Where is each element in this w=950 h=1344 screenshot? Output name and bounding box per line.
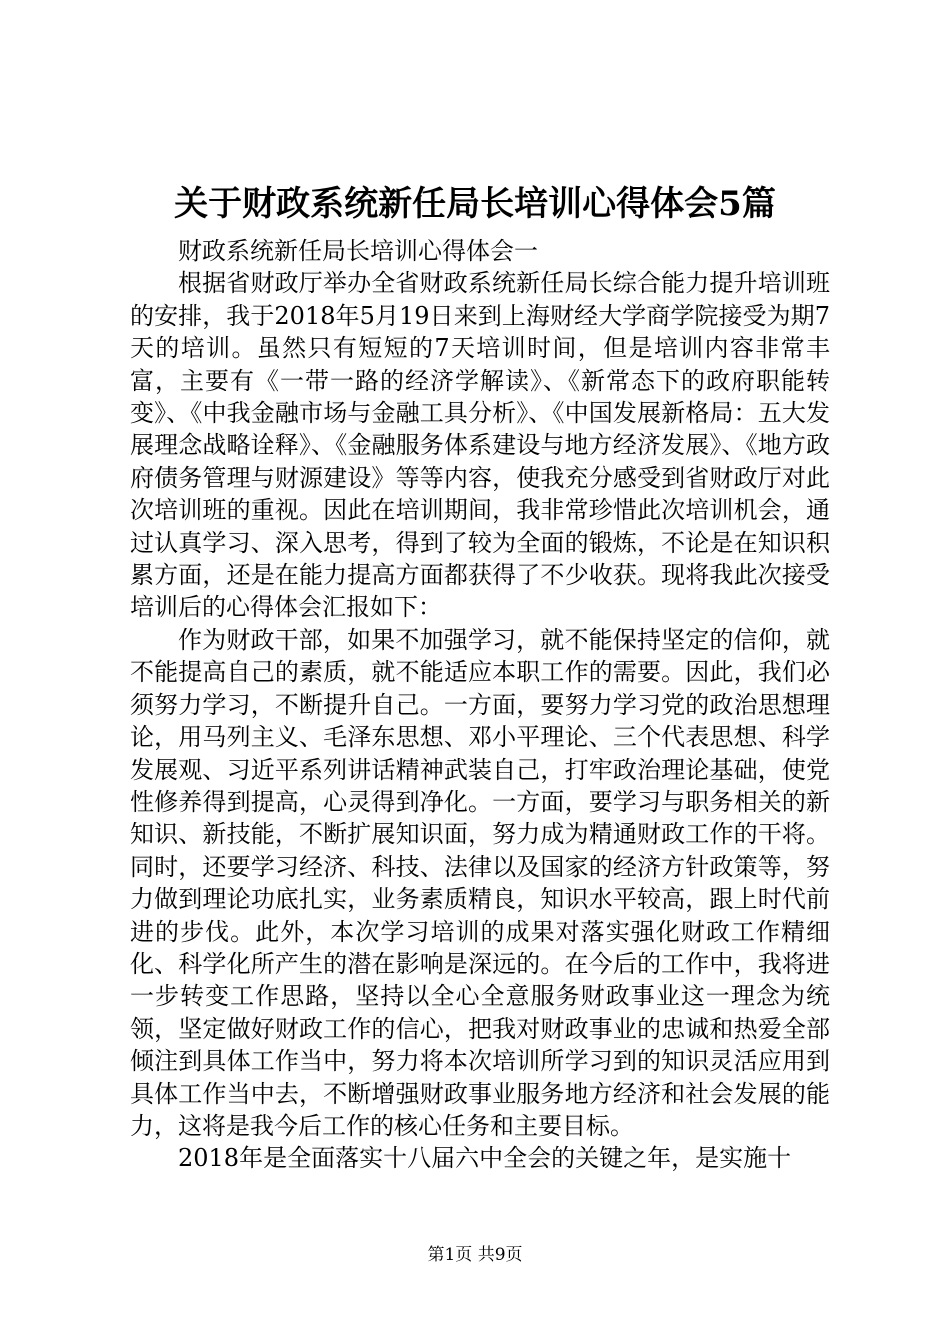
section-subheading: 财政系统新任局长培训心得体会一 <box>178 237 538 265</box>
document-title: 关于财政系统新任局长培训心得体会5篇 <box>174 184 776 224</box>
paragraph-1: 根据省财政厅举办全省财政系统新任局长综合能力提升培训班的安排，我于2018年5月19日来到上海财经大学商学院接受为期7天的培训。虽然只有短短的7天培训时间，但是培训内容非常丰富，主要有《一带一路的经济学解读》、《新常态下的政府职能转变》、《中我金融市场与金融工具分析》、《中国发展新格局：五大发展理念战略诠释》、《金融服务体系建设与地方经济发展》、《地方政府债务管理与财源建设》等等内容，使我充分感受到省财政厅对此次培训班的重视。因此在培训期间，我非常珍惜此次培训机会，通过认真学习、深入思考，得到了较为全面的锻炼，不论是在知识积累方面，还是在能力提高方面都获得了不少收获。现将我此次接受培训后的心得体会汇报如下： <box>130 269 830 622</box>
paragraph-2: 作为财政干部，如果不加强学习，就不能保持坚定的信仰，就不能提高自己的素质，就不能适应本职工作的需要。因此，我们必须努力学习，不断提升自己。一方面，要努力学习党的政治思想理论，用马列主义、毛泽东思想、邓小平理论、三个代表思想、科学发展观、习近平系列讲话精神武装自己，打牢政治理论基础，使党性修养得到提高，心灵得到净化。一方面，要学习与职务相关的新知识、新技能，不断扩展知识面，努力成为精通财政工作的干将。同时，还要学习经济、科技、法律以及国家的经济方针政策等，努力做到理论功底扎实，业务素质精良，知识水平较高，跟上时代前进的步伐。此外，本次学习培训的成果对落实强化财政工作精细化、科学化所产生的潜在影响是深远的。在今后的工作中，我将进一步转变工作思路，坚持以全心全意服务财政事业这一理念为统领，坚定做好财政工作的信心，把我对财政事业的忠诚和热爱全部倾注到具体工作当中，努力将本次培训所学习到的知识灵活应用到具体工作当中去，不断增强财政事业服务地方经济和社会发展的能力，这将是我今后工作的核心任务和主要目标。 <box>130 625 830 1140</box>
paragraph-3: 2018年是全面落实十八届六中全会的关键之年，是实施十 <box>178 1144 792 1173</box>
document-body <box>130 235 830 1175</box>
page-number-footer: 第1页 共9页 <box>427 1245 523 1265</box>
